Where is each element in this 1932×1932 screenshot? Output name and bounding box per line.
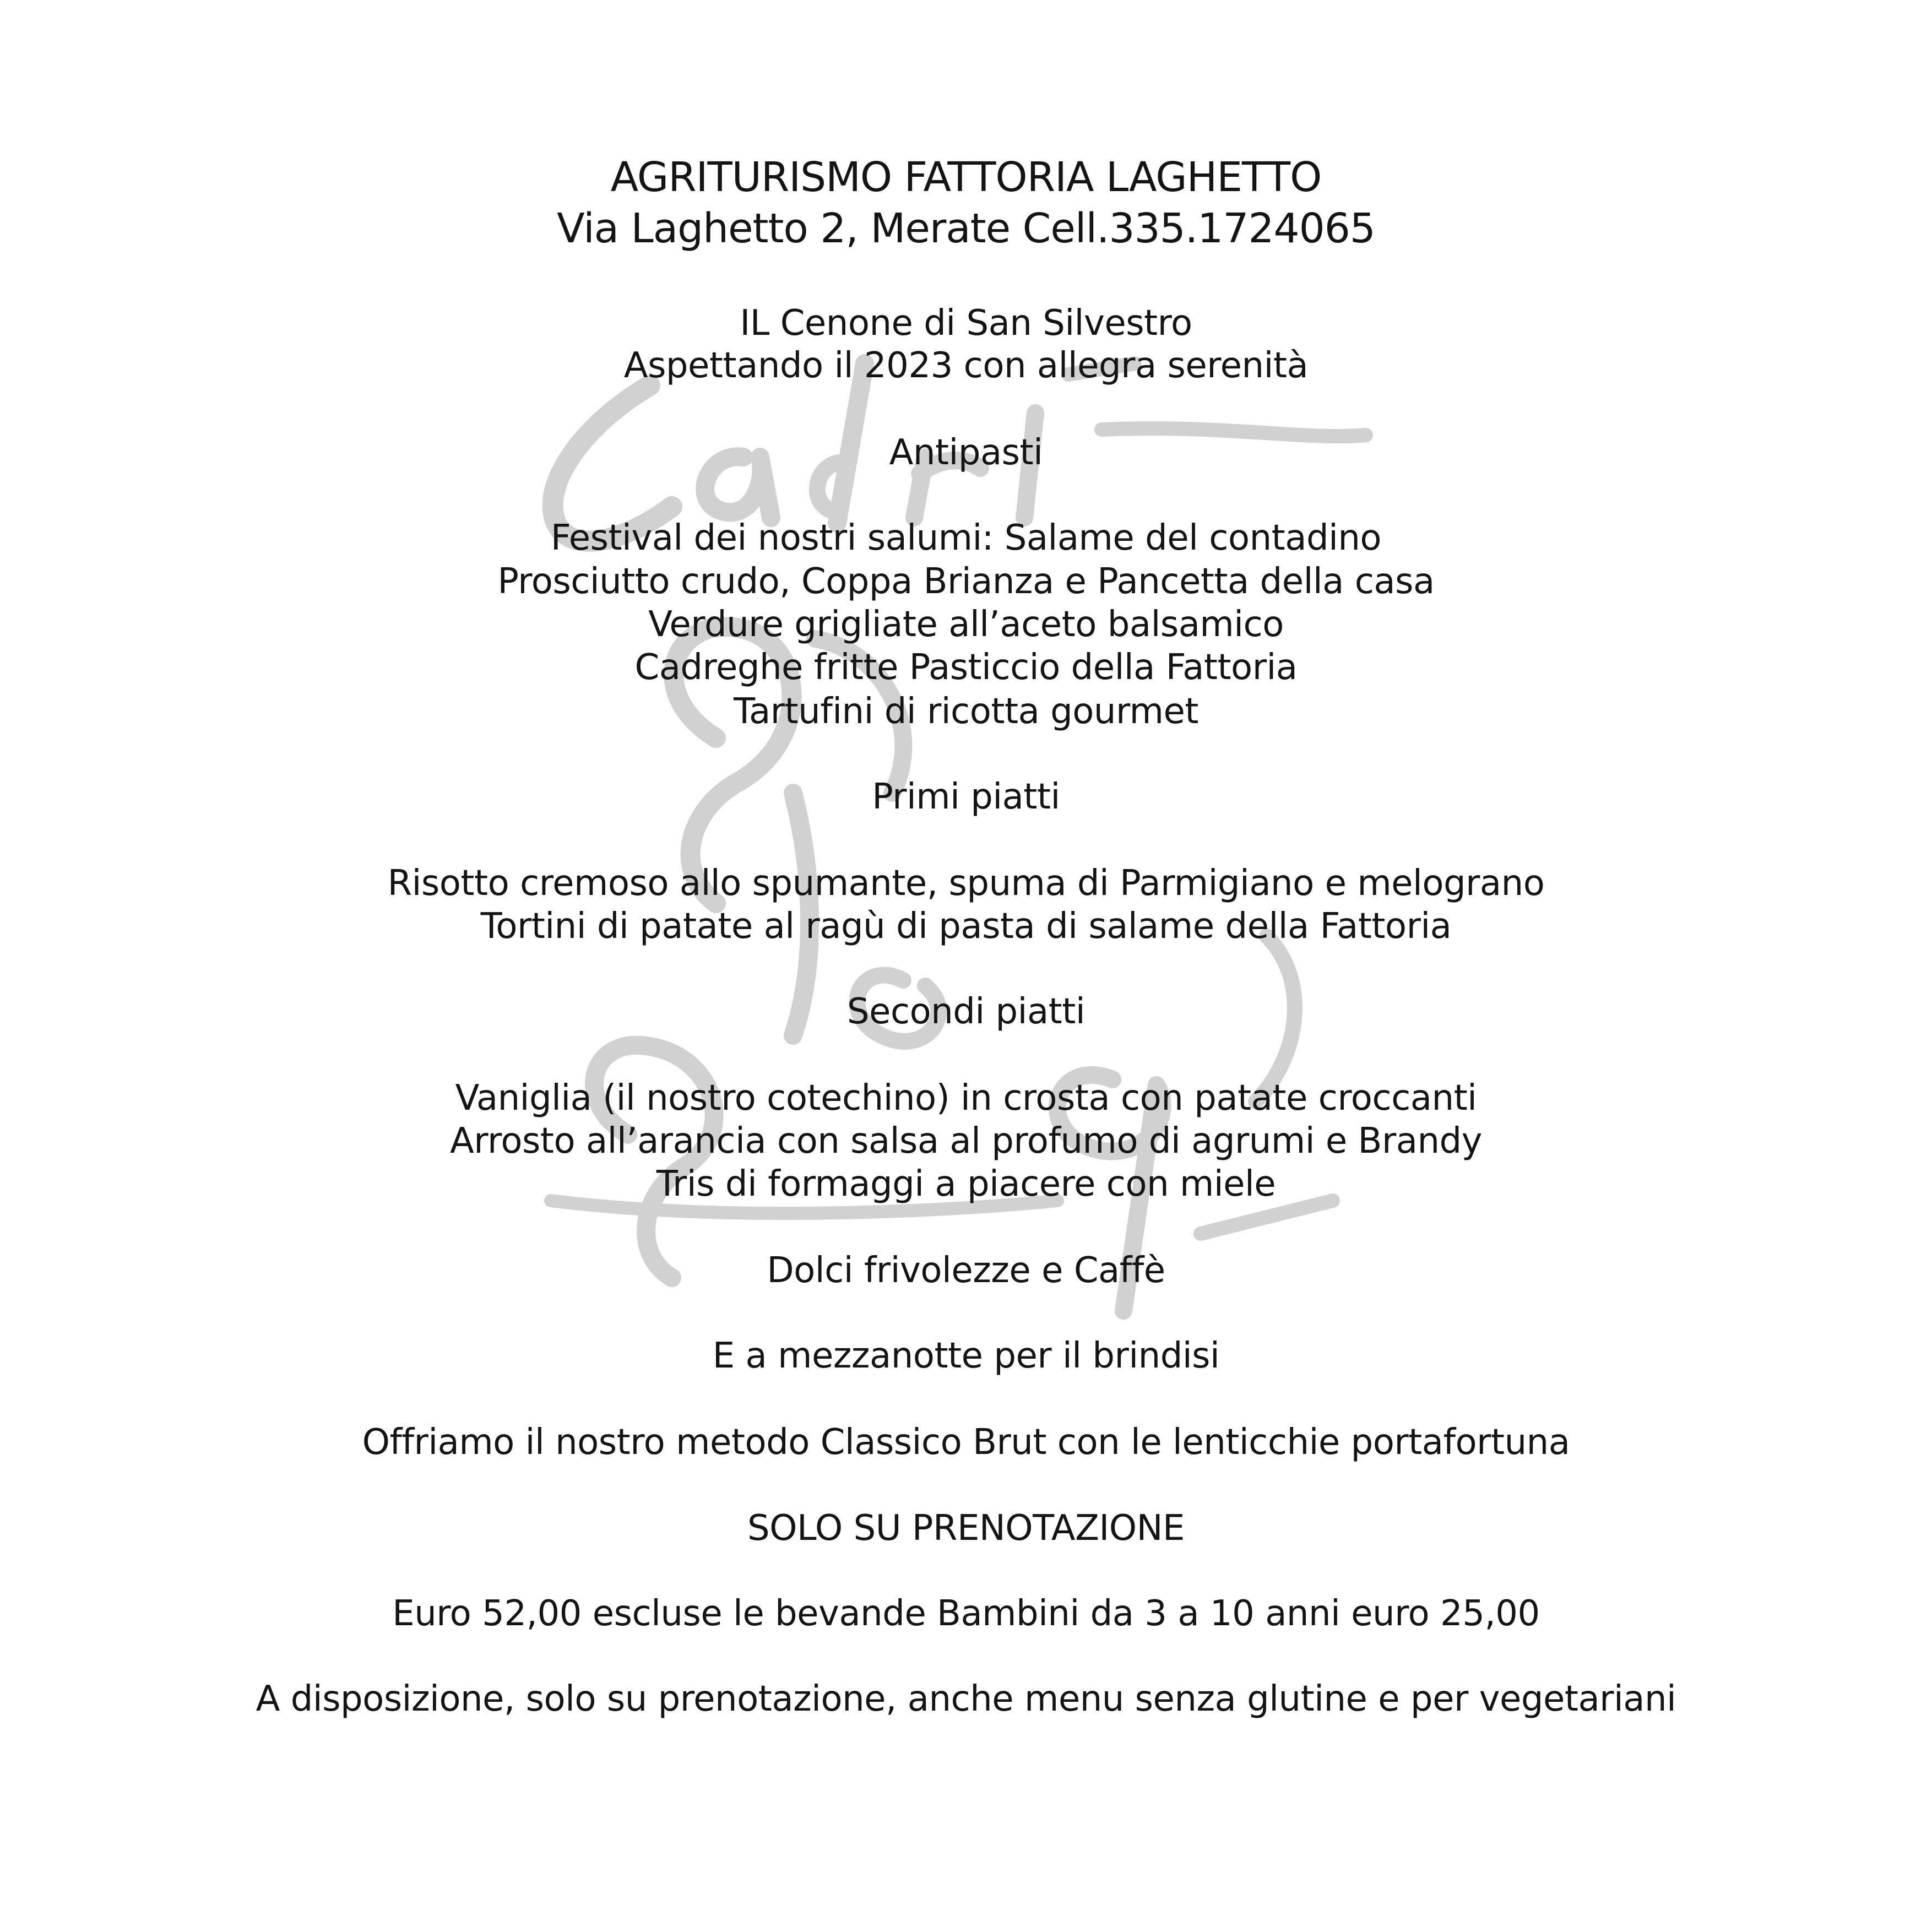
midnight-intro: E a mezzanotte per il brindisi [712,1336,1220,1376]
primi-item: Tortini di patate al ragù di pasta di salame della Fattoria [480,906,1452,947]
event-title: IL Cenone di San Silvestro [740,303,1192,344]
secondi-item: Tris di formaggi a piacere con miele [656,1164,1276,1204]
antipasti-item: Cadreghe fritte Pasticcio della Fattoria [634,647,1298,688]
secondi-item: Vaniglia (il nostro cotechino) in crosta con patate croccanti [455,1078,1477,1119]
secondi-item: Arrosto all’arancia con salsa al profumo di agrumi e Brandy [449,1121,1483,1162]
dietary-note: A disposizione, solo su prenotazione, anche menu senza glutine e per vegetariani [256,1679,1676,1719]
dolci-line: Dolci frivolezze e Caffè [767,1250,1165,1291]
section-heading-primi: Primi piatti [872,777,1060,817]
restaurant-address: Via Laghetto 2, Merate Cell.335.1724065 [557,205,1375,252]
primi-item: Risotto cremoso allo spumante, spuma di Parmigiano e melograno [387,863,1545,904]
restaurant-name: AGRITURISMO FATTORIA LAGHETTO [610,154,1322,201]
section-heading-antipasti: Antipasti [889,432,1043,473]
antipasti-item: Festival dei nostri salumi: Salame del contadino [550,518,1382,558]
antipasti-item: Verdure grigliate all’aceto balsamico [648,604,1284,645]
event-subtitle: Aspettando il 2023 con allegra serenità [623,345,1309,386]
antipasti-item: Prosciutto crudo, Coppa Brianza e Pancetta della casa [497,561,1435,602]
section-heading-secondi: Secondi piatti [846,991,1086,1032]
price-line: Euro 52,00 escluse le bevande Bambini da 3 a 10 anni euro 25,00 [392,1593,1540,1634]
antipasti-item: Tartufini di ricotta gourmet [734,691,1198,732]
booking-note: SOLO SU PRENOTAZIONE [747,1508,1185,1549]
midnight-offer: Offriamo il nostro metodo Classico Brut con le lenticchie portafortuna [362,1422,1570,1463]
